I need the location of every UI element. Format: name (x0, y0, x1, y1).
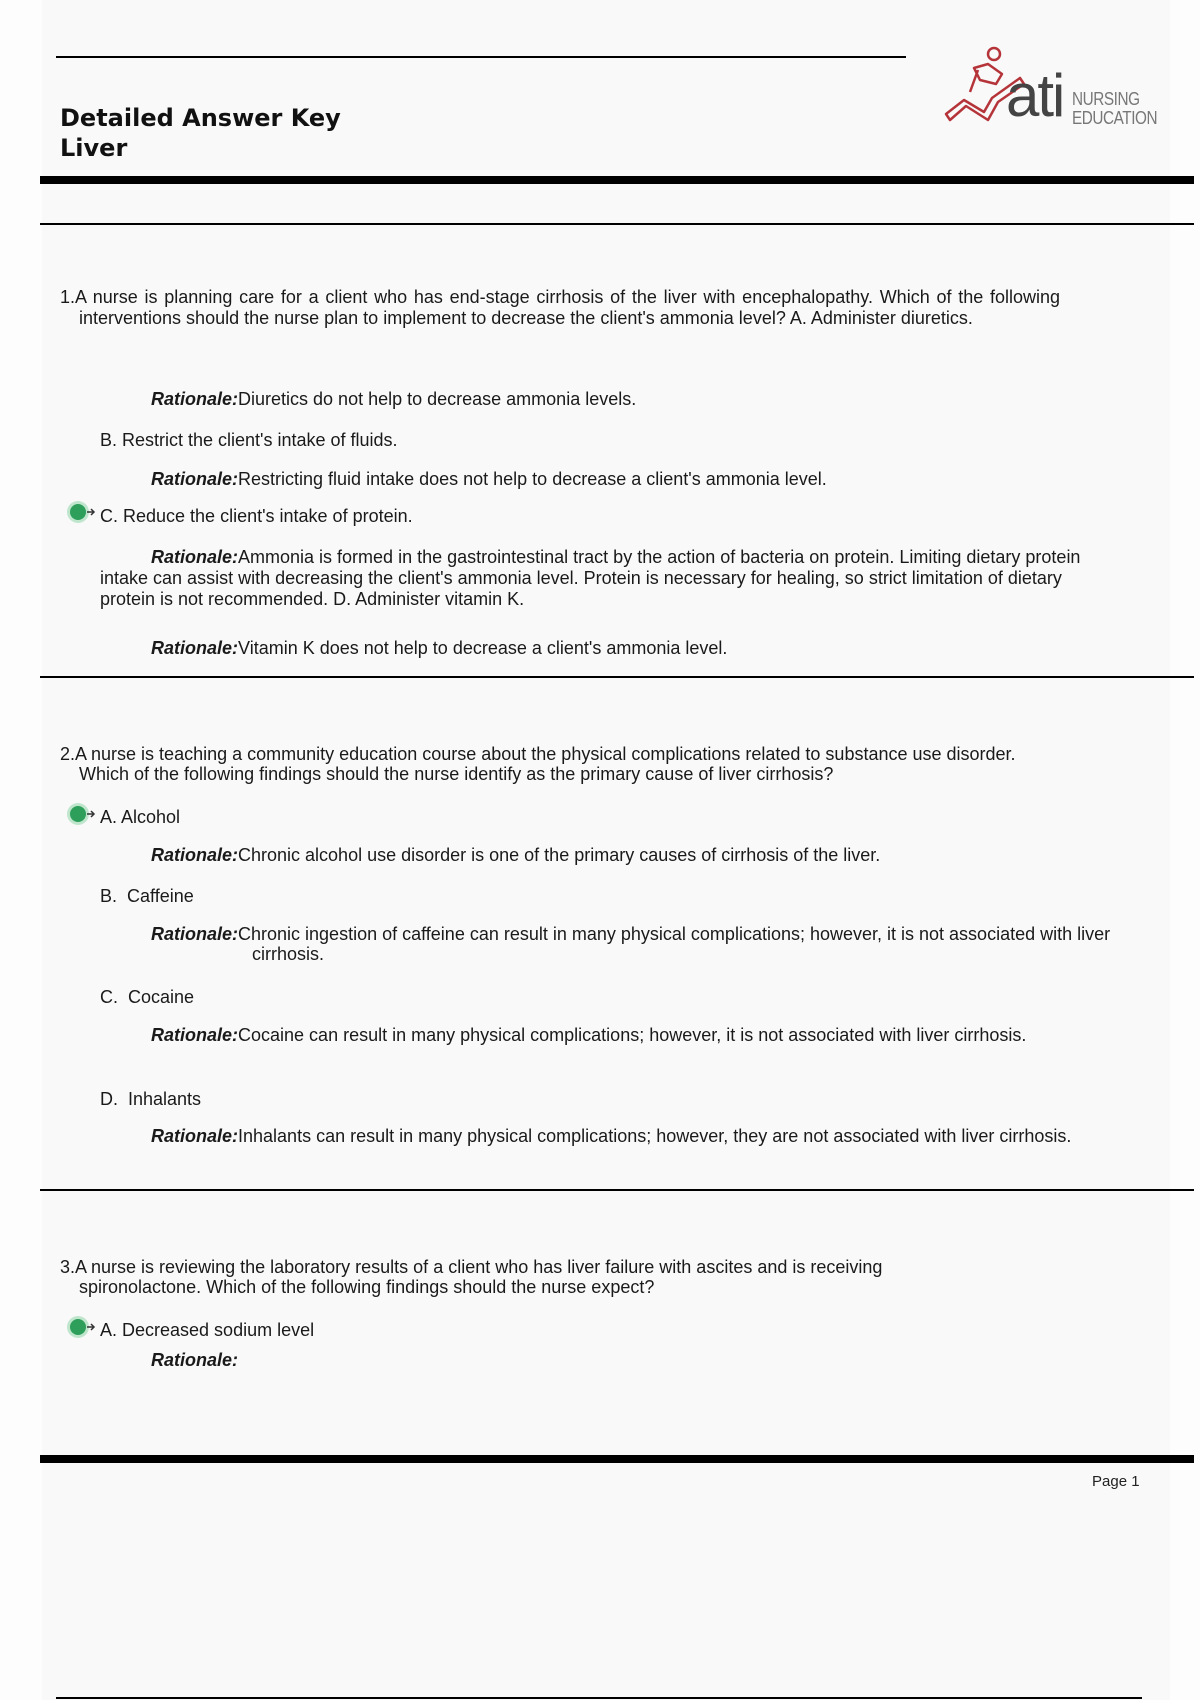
rationale-label: Rationale: (151, 389, 239, 409)
rationale-label: Rationale: (151, 924, 239, 944)
question-number: 2. (60, 744, 76, 764)
rationale-label: Rationale: (151, 845, 239, 865)
question-2-stem (60, 744, 1060, 784)
rationale-text: Ammonia is formed in the gastrointestinal tract by the action of bacteria on protein. Limiting dietary protein intake can assist with decreasing the client's ammonia level. Protein is necessary for healing, so strict limitation of dietary protein is not recommended. D. Administer vitamin K. (100, 547, 1081, 609)
q1-option-d-rationale (151, 638, 1111, 659)
correct-answer-marker-icon (66, 802, 96, 826)
rationale-label: Rationale: (151, 1126, 239, 1146)
logo-subtitle-line2: EDUCATION (1072, 108, 1158, 128)
question-divider (40, 676, 1194, 678)
q3-option-a[interactable]: A. Decreased sodium level (100, 1320, 315, 1340)
q2-option-c-rationale (151, 1025, 1111, 1045)
header-thick-rule (40, 176, 1194, 184)
question-text: A nurse is planning care for a client who has end-stage cirrhosis of the liver with encephalopathy. Which of the following interventions should the nurse plan to implement to decrease the client's ammonia level? A. Administer diuretics. (75, 287, 1060, 328)
rationale-label: Rationale: (151, 1025, 239, 1045)
q2-option-d-rationale (151, 1126, 1111, 1146)
page-number: Page 1 (1092, 1473, 1140, 1490)
rationale-text: Vitamin K does not help to decrease a client's ammonia level. (238, 638, 728, 658)
q1-option-c[interactable]: C. Reduce the client's intake of protein. (100, 506, 413, 526)
q1-option-c-rationale (100, 547, 1100, 610)
page-bottom-rule (56, 1697, 1142, 1699)
q1-option-a-rationale (151, 389, 1111, 410)
logo-wordmark: ati (1006, 62, 1064, 129)
question-text: A nurse is teaching a community education course about the physical complications related to substance use disorder. Which of the following findings should the nurse identify as the primary cause of liver cirrhosis? (75, 744, 1016, 784)
rationale-text: Cocaine can result in many physical complications; however, it is not associated with liver cirrhosis. (238, 1025, 1027, 1045)
logo-subtitle (1072, 90, 1157, 128)
header-thin-rule (40, 223, 1194, 225)
q1-option-b-rationale (151, 469, 1111, 490)
question-1-stem (60, 287, 1060, 329)
q2-option-b-rationale (151, 924, 1111, 964)
correct-answer-marker-icon (66, 1315, 96, 1339)
q2-option-c[interactable]: C. Cocaine (100, 987, 195, 1007)
question-number: 3. (60, 1257, 76, 1277)
q2-option-a[interactable]: A. Alcohol (100, 807, 181, 827)
rationale-label: Rationale: (151, 638, 239, 658)
rationale-label: Rationale: (151, 1350, 239, 1370)
q1-option-b[interactable]: B. Restrict the client's intake of fluids. (100, 430, 398, 450)
ati-logo (940, 40, 1160, 150)
q2-option-b[interactable]: B. Caffeine (100, 886, 194, 906)
logo-subtitle-line1: NURSING (1072, 89, 1140, 109)
document-topic: Liver (60, 134, 128, 162)
question-3-stem (60, 1257, 1000, 1297)
correct-answer-marker-icon (66, 500, 96, 524)
rationale-text: Chronic ingestion of caffeine can result in many physical complications; however, it is not associated with liver cirrhosis. (238, 924, 1111, 964)
document-header (60, 103, 341, 163)
rationale-text: Restricting fluid intake does not help to decrease a client's ammonia level. (238, 469, 827, 489)
document-title: Detailed Answer Key (60, 104, 341, 132)
q2-option-d[interactable]: D. Inhalants (100, 1089, 202, 1109)
rationale-text: Diuretics do not help to decrease ammonia levels. (238, 389, 637, 409)
question-number: 1. (60, 287, 76, 307)
rationale-label: Rationale: (151, 547, 239, 567)
question-text: A nurse is reviewing the laboratory results of a client who has liver failure with ascites and is receiving spironolactone. Which of the following findings should the nurse expect? (75, 1257, 883, 1297)
q3-option-a-rationale (151, 1350, 1111, 1371)
rationale-text: Inhalants can result in many physical complications; however, they are not associated with liver cirrhosis. (238, 1126, 1072, 1146)
footer-thick-rule (40, 1455, 1194, 1463)
question-divider (40, 1189, 1194, 1191)
header-top-rule (56, 56, 906, 58)
rationale-text: Chronic alcohol use disorder is one of the primary causes of cirrhosis of the liver. (238, 845, 881, 865)
q2-option-a-rationale (151, 845, 1111, 866)
rationale-label: Rationale: (151, 469, 239, 489)
